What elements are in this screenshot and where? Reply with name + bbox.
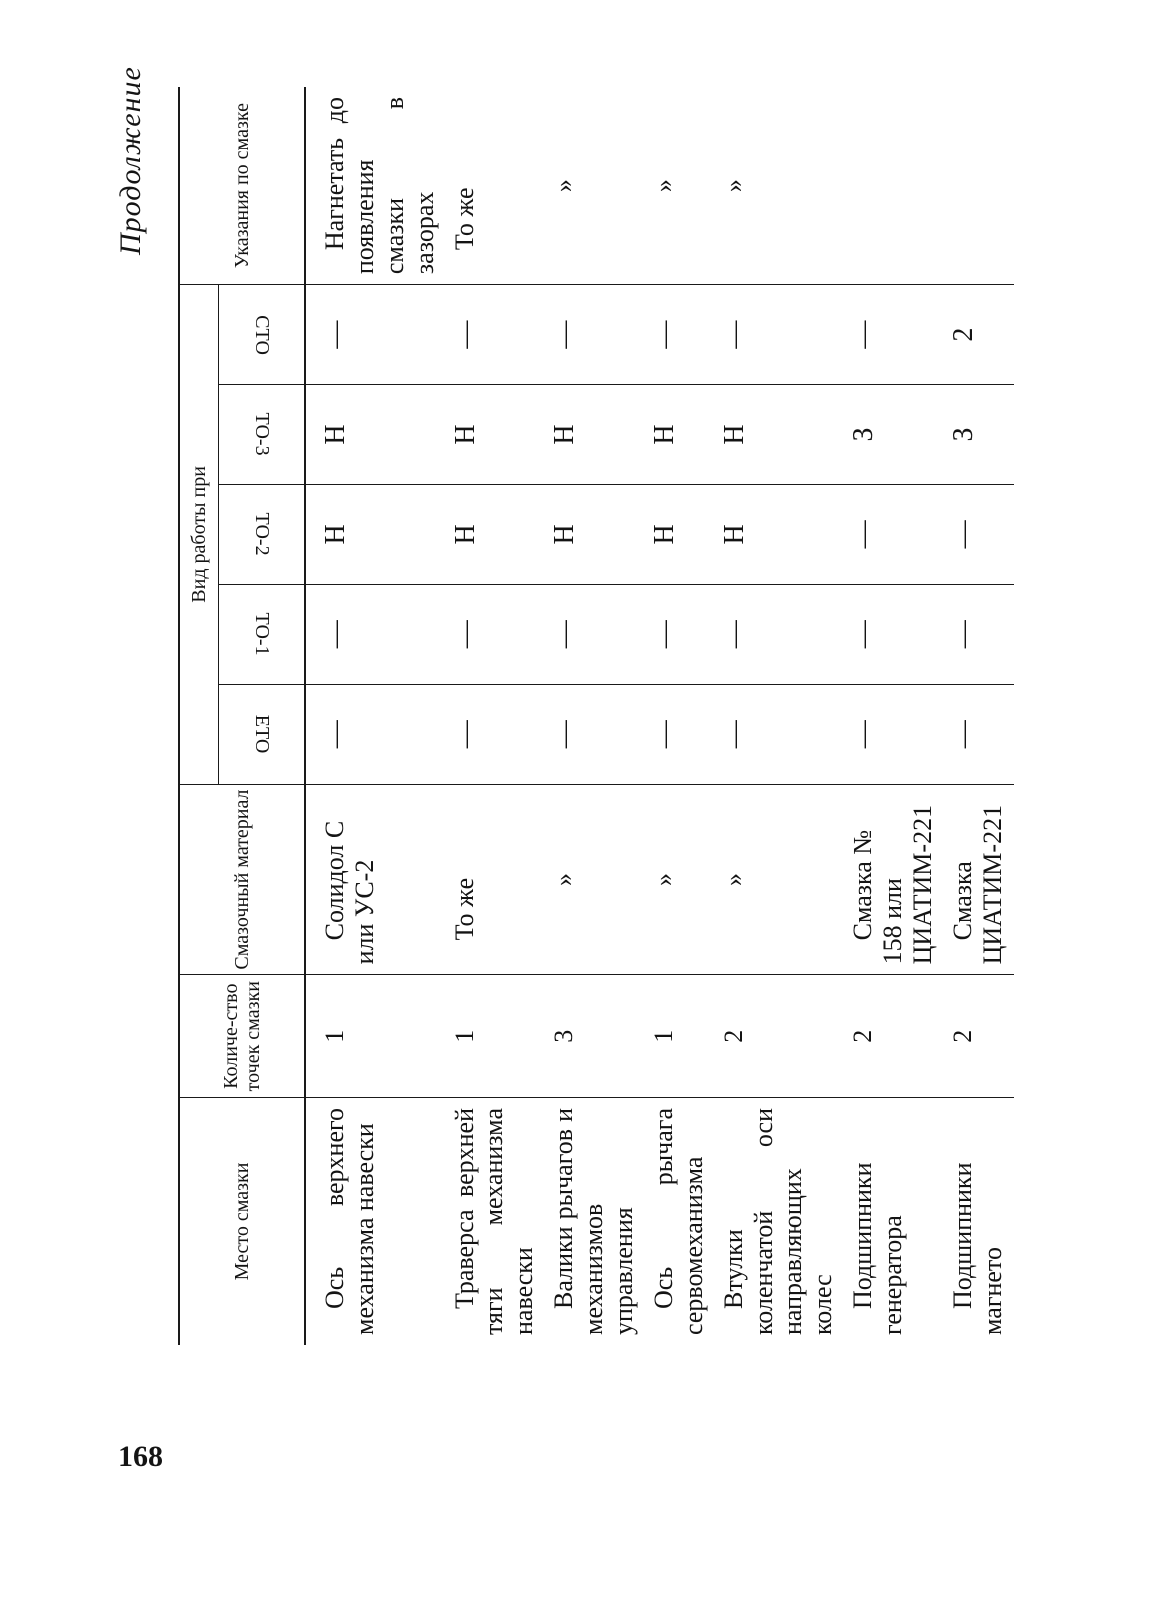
cell-count: 1	[446, 975, 546, 1098]
cell-place: Валики рычагов и механизмов управления	[545, 1098, 645, 1346]
page-number: 168	[118, 1440, 163, 1473]
table-row	[305, 87, 446, 1345]
header-material: Смазочный материал	[179, 784, 305, 975]
header-op-sto: СТО	[219, 285, 305, 385]
cell-material: Смазка № 158 или ЦИАТИМ-221	[844, 784, 944, 975]
table-row	[944, 87, 1014, 1345]
cell-to3: З	[844, 385, 944, 485]
header-op-to2: ТО-2	[219, 484, 305, 584]
cell-eto: —	[715, 684, 845, 784]
cell-eto: —	[545, 684, 645, 784]
cell-to1: —	[944, 584, 1014, 684]
cell-eto: —	[305, 684, 446, 784]
cell-to2: Н	[446, 484, 546, 584]
cell-note	[944, 87, 1014, 285]
cell-material: Солидол С или УС-2	[305, 784, 446, 975]
cell-material: То же	[446, 784, 546, 975]
cell-sto: —	[446, 285, 546, 385]
cell-note: Нагнетать до появления смазки в зазорах	[320, 97, 439, 275]
cell-sto: —	[305, 285, 446, 385]
cell-count: 2	[844, 975, 944, 1098]
cell-to3: З	[944, 385, 1014, 485]
cell-to1: —	[844, 584, 944, 684]
cell-material: Смазка ЦИАТИМ-221	[944, 784, 1014, 975]
cell-place: Подшипники генератора	[844, 1098, 944, 1346]
cell-to2: —	[944, 484, 1014, 584]
cell-note: »	[718, 179, 748, 193]
cell-to3: Н	[645, 385, 715, 485]
table-row	[715, 87, 845, 1345]
cell-to1: —	[446, 584, 546, 684]
cell-note: »	[648, 179, 678, 193]
cell-to1: —	[645, 584, 715, 684]
cell-sto: 2	[944, 285, 1014, 385]
cell-to3: Н	[545, 385, 645, 485]
cell-sto: —	[844, 285, 944, 385]
lubrication-table	[178, 87, 1014, 1345]
cell-eto: —	[944, 684, 1014, 784]
cell-sto: —	[645, 285, 715, 385]
table-row	[446, 87, 546, 1345]
table-header	[179, 87, 305, 1345]
cell-material: »	[645, 784, 715, 975]
cell-sto: —	[545, 285, 645, 385]
header-work-type: Вид работы при	[179, 285, 219, 785]
header-notes: Указания по смазке	[231, 103, 253, 269]
cell-sto: —	[715, 285, 845, 385]
header-op-to3: ТО-3	[219, 385, 305, 485]
cell-to2: —	[844, 484, 944, 584]
cell-to3: Н	[446, 385, 546, 485]
cell-to1: —	[545, 584, 645, 684]
cell-material: »	[715, 784, 845, 975]
table-body	[305, 87, 1014, 1345]
cell-to1: —	[715, 584, 845, 684]
cell-to2: Н	[545, 484, 645, 584]
cell-to3: Н	[715, 385, 845, 485]
cell-eto: —	[844, 684, 944, 784]
cell-place: Подшипники магнето	[944, 1098, 1014, 1346]
cell-count: 3	[545, 975, 645, 1098]
cell-count: 2	[944, 975, 1014, 1098]
cell-eto: —	[645, 684, 715, 784]
header-op-eto: ЕТО	[219, 684, 305, 784]
cell-material: »	[545, 784, 645, 975]
header-op-to1: ТО-1	[219, 584, 305, 684]
cell-note: То же	[449, 187, 479, 251]
cell-to2: Н	[645, 484, 715, 584]
cell-to1: —	[305, 584, 446, 684]
cell-place: Траверса верхней тяги механизма навески	[446, 1098, 546, 1346]
cell-place: Ось рычага сервомеханизма	[645, 1098, 715, 1346]
cell-to2: Н	[305, 484, 446, 584]
cell-note	[844, 87, 944, 285]
table-row	[844, 87, 944, 1345]
cell-to2: Н	[715, 484, 845, 584]
cell-eto: —	[446, 684, 546, 784]
table-row	[645, 87, 715, 1345]
cell-count: 1	[305, 975, 446, 1098]
cell-count: 2	[715, 975, 845, 1098]
cell-place: Втулки коленчатой оси направляющих колес	[715, 1098, 845, 1346]
header-place: Место смазки	[179, 1098, 305, 1346]
cell-count: 1	[645, 975, 715, 1098]
cell-place: Ось верхнего механизма навески	[305, 1098, 446, 1346]
header-count: Количе-ство точек смазки	[179, 975, 305, 1098]
table-row	[545, 87, 645, 1345]
continuation-label: Продолжение	[114, 66, 147, 255]
cell-note: »	[549, 179, 579, 193]
cell-to3: Н	[305, 385, 446, 485]
